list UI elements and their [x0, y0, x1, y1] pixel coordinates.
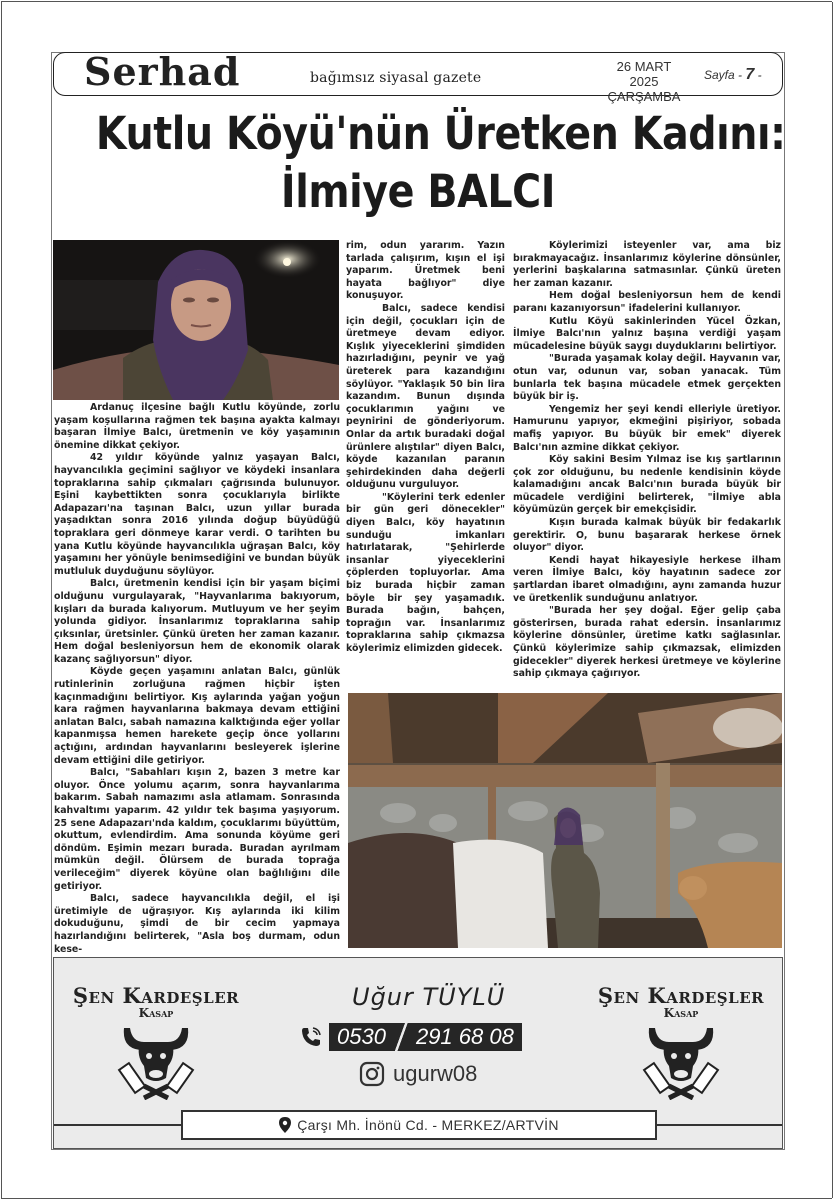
brand-subtitle: Kasap [663, 1006, 699, 1020]
paragraph: "Burada her şey doğal. Eğer gelip çaba gösterirsen, burada rahat edersin. İnsanlarımız köylerine dönsünler, üretime katkı sağlasınlar. Çünkü köylerimize sahip çıkmazsak, elimizden gidecekler" diyerek herkesi üretmeye ve köylerine sahip çıkmaya çağırıyor. [513, 605, 781, 680]
butcher-logo-left [66, 983, 246, 1104]
instagram-account[interactable] [359, 1061, 477, 1087]
phone-digits: 291 68 08 [408, 1023, 522, 1051]
paragraph: Balcı, sadece hayvancılıkla değil, el işi üretimiyle de uğraşıyor. Kış aylarında iki kilim dokuduğunu, şimdi de bir cecim yapmaya hazırlandığını belirterek, "Asla boş durmam, odun kese- [54, 893, 340, 955]
bull-head-icon [641, 1020, 721, 1100]
newspaper-tagline: bağımsız siyasal gazete [310, 70, 482, 86]
article-headline [95, 105, 786, 221]
page-label: Sayfa - [704, 68, 743, 82]
article-column-3 [513, 240, 781, 681]
instagram-handle: ugurw08 [393, 1061, 478, 1086]
barn-photo-graphic [348, 693, 782, 948]
paragraph: Balcı, üretmenin kendisi için bir yaşam biçimi olduğunu vurgulayarak, "Hayvanlarıma bakıyorum, kışları da burada kalıyorum. Mutluyum ve her şeyim yolunda gidiyor. İnsanlarımız topraklarına sahip çıksınlar, üretsinler. Çünkü üreten her zaman kazanır. Hem doğal besleniyorsun hem de ekonomik olarak kazanç sağlıyorsun" diyor. [54, 578, 340, 665]
paragraph: "Köylerini terk edenler bir gün geri dönecekler" diyen Balcı, köy hayatının sunduğu imkanları hatırlatarak, "Şehirlerde insanlar yiyeceklerini çöplerden topluyorlar. Ama biz burada hiçbir zaman böyle bir şey yaşamadık. Burada bağın, bahçen, toprağın var. İnsanlarımız topraklarına sahip çıkmazsa köylerimiz elimizden gidecek. [346, 491, 505, 654]
article-column-1 [54, 402, 340, 956]
paragraph: Ardanuç ilçesine bağlı Kutlu köyünde, zorlu yaşam koşullarına rağmen tek başına ayakta kalmayı başaran İlmiye Balcı, üretmenin ve köy yaşamının önemine dikkat çekiyor. [54, 402, 340, 451]
paragraph: Kışın burada kalmak büyük bir fedakarlık gerektirir. O, bunu başararak herkese örnek oluyor" diyor. [513, 517, 781, 554]
paragraph: Hem doğal besleniyorsun hem de kendi paranı kazanıyorsun" ifadelerini kullanıyor. [513, 290, 781, 314]
portrait-photo [53, 240, 339, 400]
headline-line-1: Kutlu Köyü'nün Üretken Kadını: [95, 107, 786, 160]
address-box [181, 1110, 657, 1140]
page-suffix: - [757, 68, 762, 82]
bull-head-icon [116, 1020, 196, 1100]
phone-box [329, 1023, 522, 1051]
paragraph: Kendi hayat hikayesiyle herkese ilham veren İlmiye Balcı, köy hayatının sadece zor şartlardan ibaret olmadığını, aynı zamanda huzur ve üretkenlik sunduğunu anlatıyor. [513, 554, 781, 604]
date: 26 MART 2025 [616, 59, 672, 89]
headline-line-2: İlmiye BALCI [280, 165, 556, 218]
brand-name: Şen Kardeşler [72, 983, 240, 1008]
butcher-logo-right [591, 983, 771, 1104]
contact-person: Uğur TÜYLÜ [352, 983, 506, 1011]
paragraph: 42 yıldır köyünde yalnız yaşayan Balcı, hayvancılıkla geçimini sağlıyor ve köydeki insanlara topraklarına sahip çıkmaları çağrısında bulunuyor. Eşini kaybettikten sonra çocuklarıyla birlikte Adapazarı'na taşınan Balcı, uzun yıllar burada yaşadıktan sonra 2016 yılında doğup büyüdüğü topraklara geri dönmeye karar verdi. O tarihten bu yana Kutlu köyünde hayvancılıkla uğraşan Balcı, köy yaşamını her yönüyle benimsediğini ve bundan büyük mutluluk duyduğunu söylüyor. [54, 452, 340, 577]
advertisement-banner [53, 957, 783, 1149]
phone-icon [299, 1025, 323, 1049]
barn-photo [348, 693, 782, 948]
paragraph: Köyde geçen yaşamını anlatan Balcı, günlük rutinlerinin zorluğuna rağmen hiçbir işten kaçınmadığını belirtiyor. Kış aylarında yağan yoğun kara rağmen hayvanlarına bakmaya devam ettiğini anlatan Balcı, sabah namazına kalktığında eğer yollar kapanmışsa hemen harekete geçip önce yollarını açtığını, ardından hayvanlarını besleyerek işlerine devam ettiğini dile getiriyor. [54, 666, 340, 766]
paragraph: Kutlu Köyü sakinlerinden Yücel Özkan, İlmiye Balcı'nın yalnız başına verdiği yaşam mücadelesine büyük saygı duyduklarını belirtiyor. [513, 315, 781, 352]
paragraph: Balcı, sadece kendisi için değil, çocukları için de üretmeye devam ediyor. Kışlık yiyeceklerini şimdiden hazırladığını, peynir ve yağ üreterek para kazandığını söylüyor. "Yaklaşık 50 bin lira kazandım. Bunun dışında çocuklarımın yağını ve peynirini de gönderiyorum. Onlar da artık buradaki doğal ürünlere alıştılar" diyen Balcı, köyde kazanılan paranın şehirdekinden daha değerli olduğunu vurguluyor. [346, 302, 505, 491]
masthead [53, 49, 783, 104]
page-number: 7 [745, 66, 755, 83]
paragraph: rim, odun yararım. Yazın tarlada çalışırım, kışın el işi yaparım. Üretmek beni hayata bağlıyor" diye konuşuyor. [346, 240, 505, 302]
newspaper-logo: Serhad [84, 49, 241, 94]
paragraph: "Burada yaşamak kolay değil. Hayvanın var, otun var, odunun var, soban yanacak. Tüm bunlarla tek başına mücadele etmek gerçekten büyük bir iş. [513, 353, 781, 403]
issue-date [602, 59, 686, 104]
paragraph: Yengemiz her şeyi kendi elleriyle üretiyor. Hamurunu yapıyor, ekmeğini pişiriyor, sobada mafiş yapıyor. Bu büyük bir emek" diyerek Balcı'nın azmine dikkat çekiyor. [513, 403, 781, 453]
page-indicator [704, 66, 762, 84]
phone-separator [394, 1023, 408, 1051]
article-column-2 [346, 240, 505, 656]
location-pin-icon [279, 1117, 291, 1133]
phone-prefix: 0530 [329, 1023, 394, 1051]
paragraph: Köylerimizi isteyenler var, ama biz bırakmayacağız. İnsanlarımız köylerine dönsünler, yerlerini başkalarına satmasınlar. Çünkü üreten her zaman kazanır. [513, 240, 781, 289]
address-text: Çarşı Mh. İnönü Cd. - MERKEZ/ARTVİN [297, 1117, 559, 1133]
paragraph: Köy sakini Besim Yılmaz ise kış şartlarının çok zor olduğunu, bu nedenle kendisinin köyde kalamadığını ancak Balcı'nın burada büyük bir mücadele verdiğini belirterek, "İlmiye abla köyümüzün gerçek bir emekçisidir. [513, 454, 781, 516]
brand-name: Şen Kardeşler [597, 983, 765, 1008]
weekday: ÇARŞAMBA [607, 89, 681, 104]
instagram-icon [359, 1061, 385, 1087]
brand-subtitle: Kasap [138, 1006, 174, 1020]
phone-number[interactable] [299, 1023, 522, 1051]
paragraph: Balcı, "Sabahları kışın 2, bazen 3 metre kar oluyor. Önce yolumu açarım, sonra hayvanlarıma bakarım. Sabah namazımı asla atlamam. Sonrasında kahvaltımı yaparım. 42 yıldır tek başıma yaşıyorum. 25 sene Adapazarı'nda kaldım, çocuklarımı büyüttüm, okuttum, evlendirdim. Ama sonunda köyüme geri döndüm. Eşimin mezarı burada. Buradan ayrılmam mümkün değil. Ölürsem de burada toprağa verileceğim" diyerek köyüne olan bağlılığını dile getiriyor. [54, 767, 340, 892]
portrait-photo-graphic [53, 240, 339, 400]
